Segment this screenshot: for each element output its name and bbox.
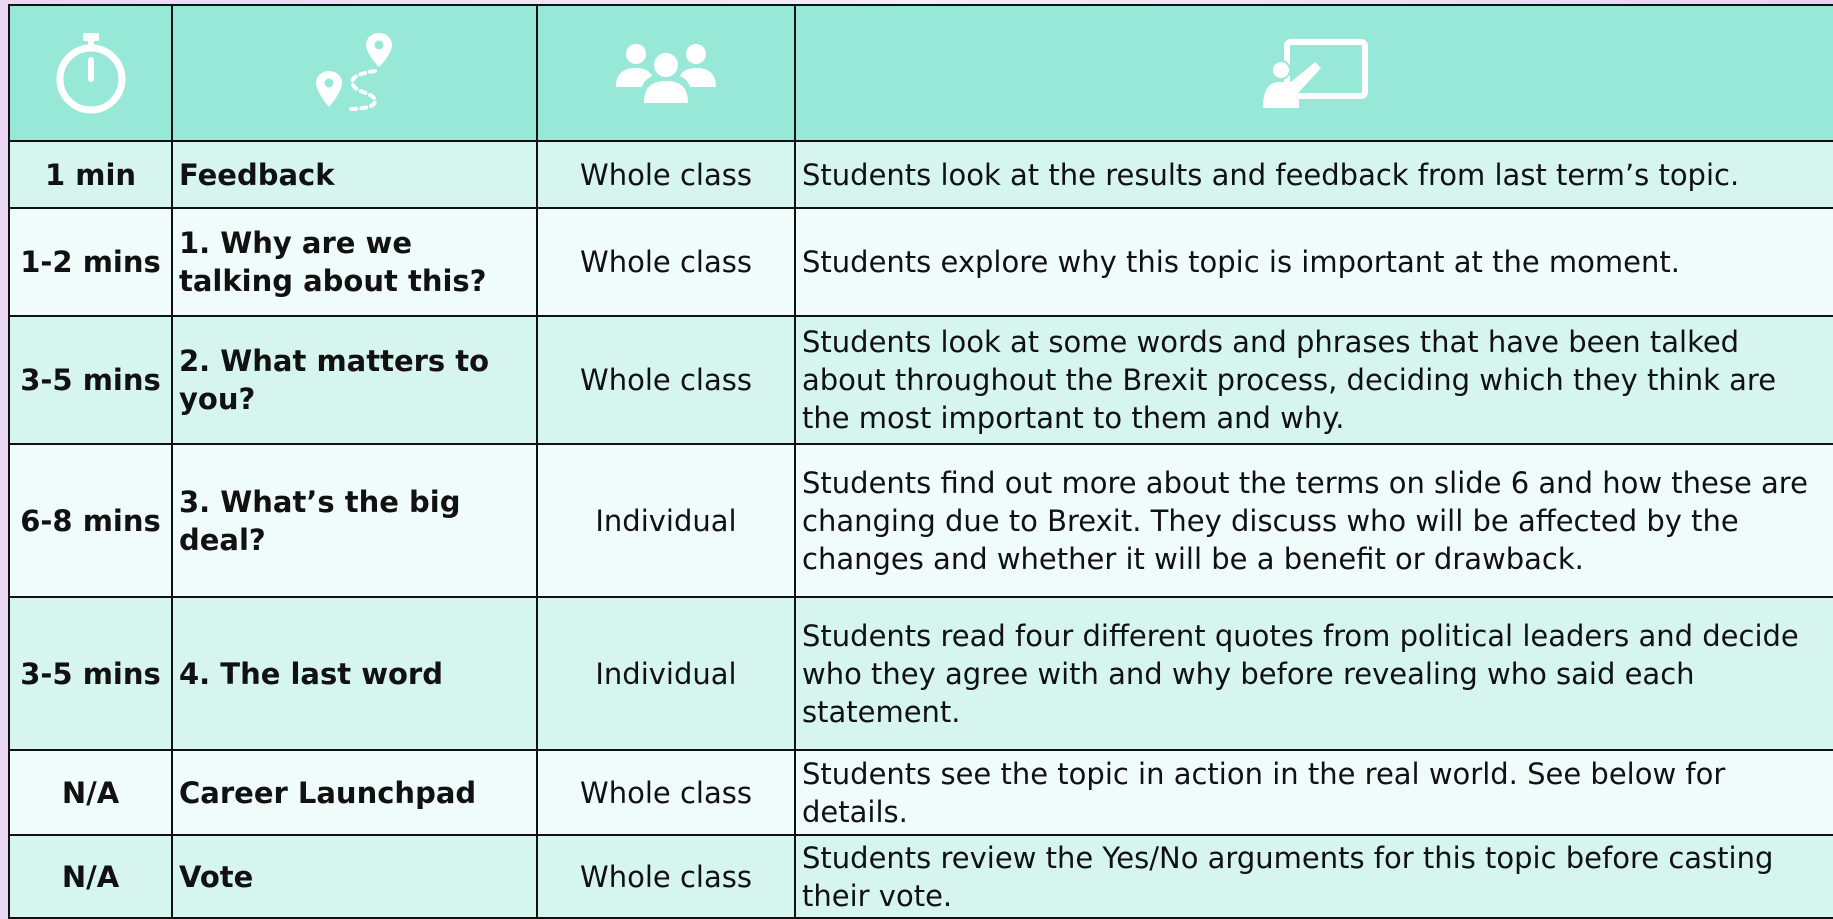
row-time: N/A — [9, 750, 172, 835]
row-grouping: Whole class — [537, 316, 795, 444]
row-time: N/A — [9, 835, 172, 918]
table-row — [9, 750, 1833, 835]
table-row — [9, 141, 1833, 208]
table-row — [9, 316, 1833, 444]
header-activity — [172, 5, 537, 141]
row-activity: Career Launchpad — [172, 750, 537, 835]
header-row — [9, 5, 1833, 141]
table-row — [9, 444, 1833, 597]
row-activity: Feedback — [172, 141, 537, 208]
table-row — [9, 835, 1833, 918]
row-description: Students see the topic in action in the real world. See below for details. — [795, 750, 1833, 835]
row-time: 1-2 mins — [9, 208, 172, 316]
presentation-icon — [1261, 38, 1369, 108]
row-time: 3-5 mins — [9, 597, 172, 750]
row-time: 6-8 mins — [9, 444, 172, 597]
row-time: 3-5 mins — [9, 316, 172, 444]
table-row — [9, 208, 1833, 316]
row-grouping: Whole class — [537, 835, 795, 918]
row-activity: 3. What’s the big deal? — [172, 444, 537, 597]
lesson-plan-table — [8, 4, 1833, 919]
lesson-plan-table-container — [8, 4, 1833, 917]
row-grouping: Individual — [537, 444, 795, 597]
row-grouping: Whole class — [537, 141, 795, 208]
row-activity: 2. What matters to you? — [172, 316, 537, 444]
row-description: Students look at some words and phrases that have been talked about throughout the Brexit process, deciding which they think are the most important to them and why. — [795, 316, 1833, 444]
row-time: 1 min — [9, 141, 172, 208]
stopwatch-icon — [51, 31, 131, 115]
row-activity: 1. Why are we talking about this? — [172, 208, 537, 316]
row-activity: Vote — [172, 835, 537, 918]
header-description — [795, 5, 1833, 141]
row-grouping: Whole class — [537, 750, 795, 835]
row-grouping: Individual — [537, 597, 795, 750]
group-icon — [614, 41, 718, 105]
header-grouping — [537, 5, 795, 141]
header-time — [9, 5, 172, 141]
row-grouping: Whole class — [537, 208, 795, 316]
row-description: Students review the Yes/No arguments for this topic before casting their vote. — [795, 835, 1833, 918]
row-activity: 4. The last word — [172, 597, 537, 750]
route-icon — [313, 29, 397, 117]
row-description: Students look at the results and feedback from last term’s topic. — [795, 141, 1833, 208]
table-row — [9, 597, 1833, 750]
row-description: Students explore why this topic is important at the moment. — [795, 208, 1833, 316]
row-description: Students read four different quotes from political leaders and decide who they agree with and why before revealing who said each statement. — [795, 597, 1833, 750]
row-description: Students find out more about the terms on slide 6 and how these are changing due to Brexit. They discuss who will be affected by the changes and whether it will be a benefit or drawback. — [795, 444, 1833, 597]
